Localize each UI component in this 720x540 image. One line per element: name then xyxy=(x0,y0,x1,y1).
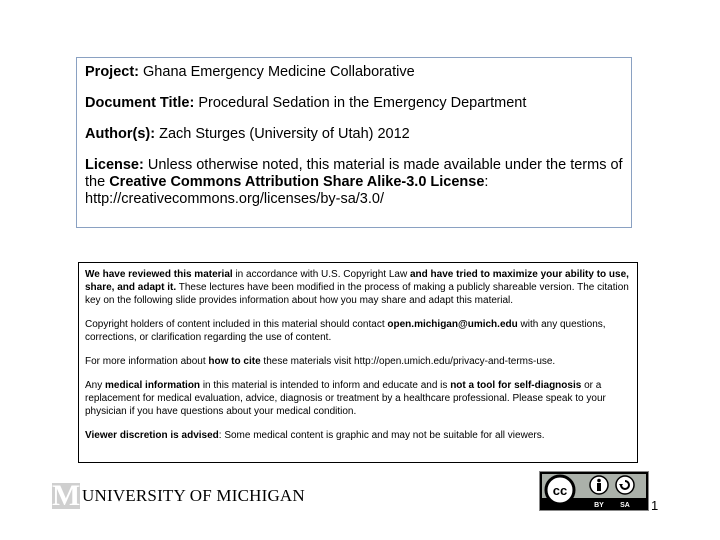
license-label: License: xyxy=(85,157,144,173)
project-value: Ghana Emergency Medicine Collaborative xyxy=(143,64,415,80)
review-text-1: in accordance with U.S. Copyright Law xyxy=(235,269,408,280)
review-paragraph xyxy=(85,268,631,307)
medical-text-1: Any xyxy=(85,380,103,391)
block-m-letter: M xyxy=(52,479,81,512)
university-logo xyxy=(52,479,305,512)
copyright-text-2: with any questions, corrections, or clarification regarding the use of content. xyxy=(85,319,606,343)
license-text-1: Unless otherwise noted, this material is made available under the terms of the xyxy=(85,157,623,190)
medical-text-2: in this material is intended to inform and educate and is xyxy=(202,380,448,391)
cite-paragraph xyxy=(85,355,631,368)
cc-label: cc xyxy=(552,483,568,498)
cc-by-sa-badge[interactable] xyxy=(539,471,649,511)
author-line xyxy=(85,126,623,143)
contact-email[interactable]: open.michigan@umich.edu xyxy=(387,319,518,330)
license-line xyxy=(85,157,623,208)
license-name: Creative Commons Attribution Share Alike-3.0 License xyxy=(109,174,485,190)
share-alike-icon xyxy=(616,476,634,494)
copyright-text-1: Copyright holders of content included in this material should contact xyxy=(85,319,385,330)
medical-text-3: or a replacement for medical evaluation, advice, diagnosis or treatment by a healthcare professional. Please speak to your physician if you have questions about your medical condition. xyxy=(85,380,606,417)
medical-bold-1: medical information xyxy=(105,380,201,391)
cite-text-2: these materials visit http://open.umich.edu/privacy-and-terms-use. xyxy=(263,356,556,367)
person-body xyxy=(597,483,601,491)
discretion-bold: Viewer discretion is advised xyxy=(85,430,219,441)
person-head xyxy=(597,479,601,483)
notice-box xyxy=(78,262,638,463)
cc-badge-graphic xyxy=(540,472,648,510)
title-line xyxy=(85,95,623,112)
project-label: Project: xyxy=(85,64,139,80)
license-text-2: : xyxy=(484,174,489,190)
discretion-paragraph xyxy=(85,429,631,442)
cite-text-1: For more information about xyxy=(85,356,206,367)
review-bold-1: We have reviewed this material xyxy=(85,269,233,280)
author-label: Author(s): xyxy=(85,126,156,142)
review-bold-2: and have tried to maximize your ability to use, share, and adapt it. xyxy=(85,269,629,293)
license-info-box xyxy=(76,57,632,228)
title-value: Procedural Sedation in the Emergency Department xyxy=(198,95,527,111)
review-text-2: These lectures have been modified in the process of making a publicly shareable version. The citation key on the following slide provides information about how you may share and adapt this material. xyxy=(85,282,629,306)
medical-paragraph xyxy=(85,379,631,418)
by-label: BY xyxy=(594,502,604,509)
sa-label: SA xyxy=(620,502,630,509)
project-line xyxy=(85,64,623,81)
block-m-logo xyxy=(52,479,81,512)
page-number: 1 xyxy=(651,498,659,513)
medical-bold-2: not a tool for self-diagnosis xyxy=(450,380,582,391)
university-name: UNIVERSITY OF MICHIGAN xyxy=(82,486,305,505)
copyright-paragraph xyxy=(85,318,631,344)
cite-bold: how to cite xyxy=(208,356,261,367)
license-url[interactable]: http://creativecommons.org/licenses/by-sa/3.0/ xyxy=(85,191,384,207)
title-label: Document Title: xyxy=(85,95,195,111)
author-value: Zach Sturges (University of Utah) 2012 xyxy=(159,126,410,142)
discretion-text: : Some medical content is graphic and may not be suitable for all viewers. xyxy=(218,430,545,441)
